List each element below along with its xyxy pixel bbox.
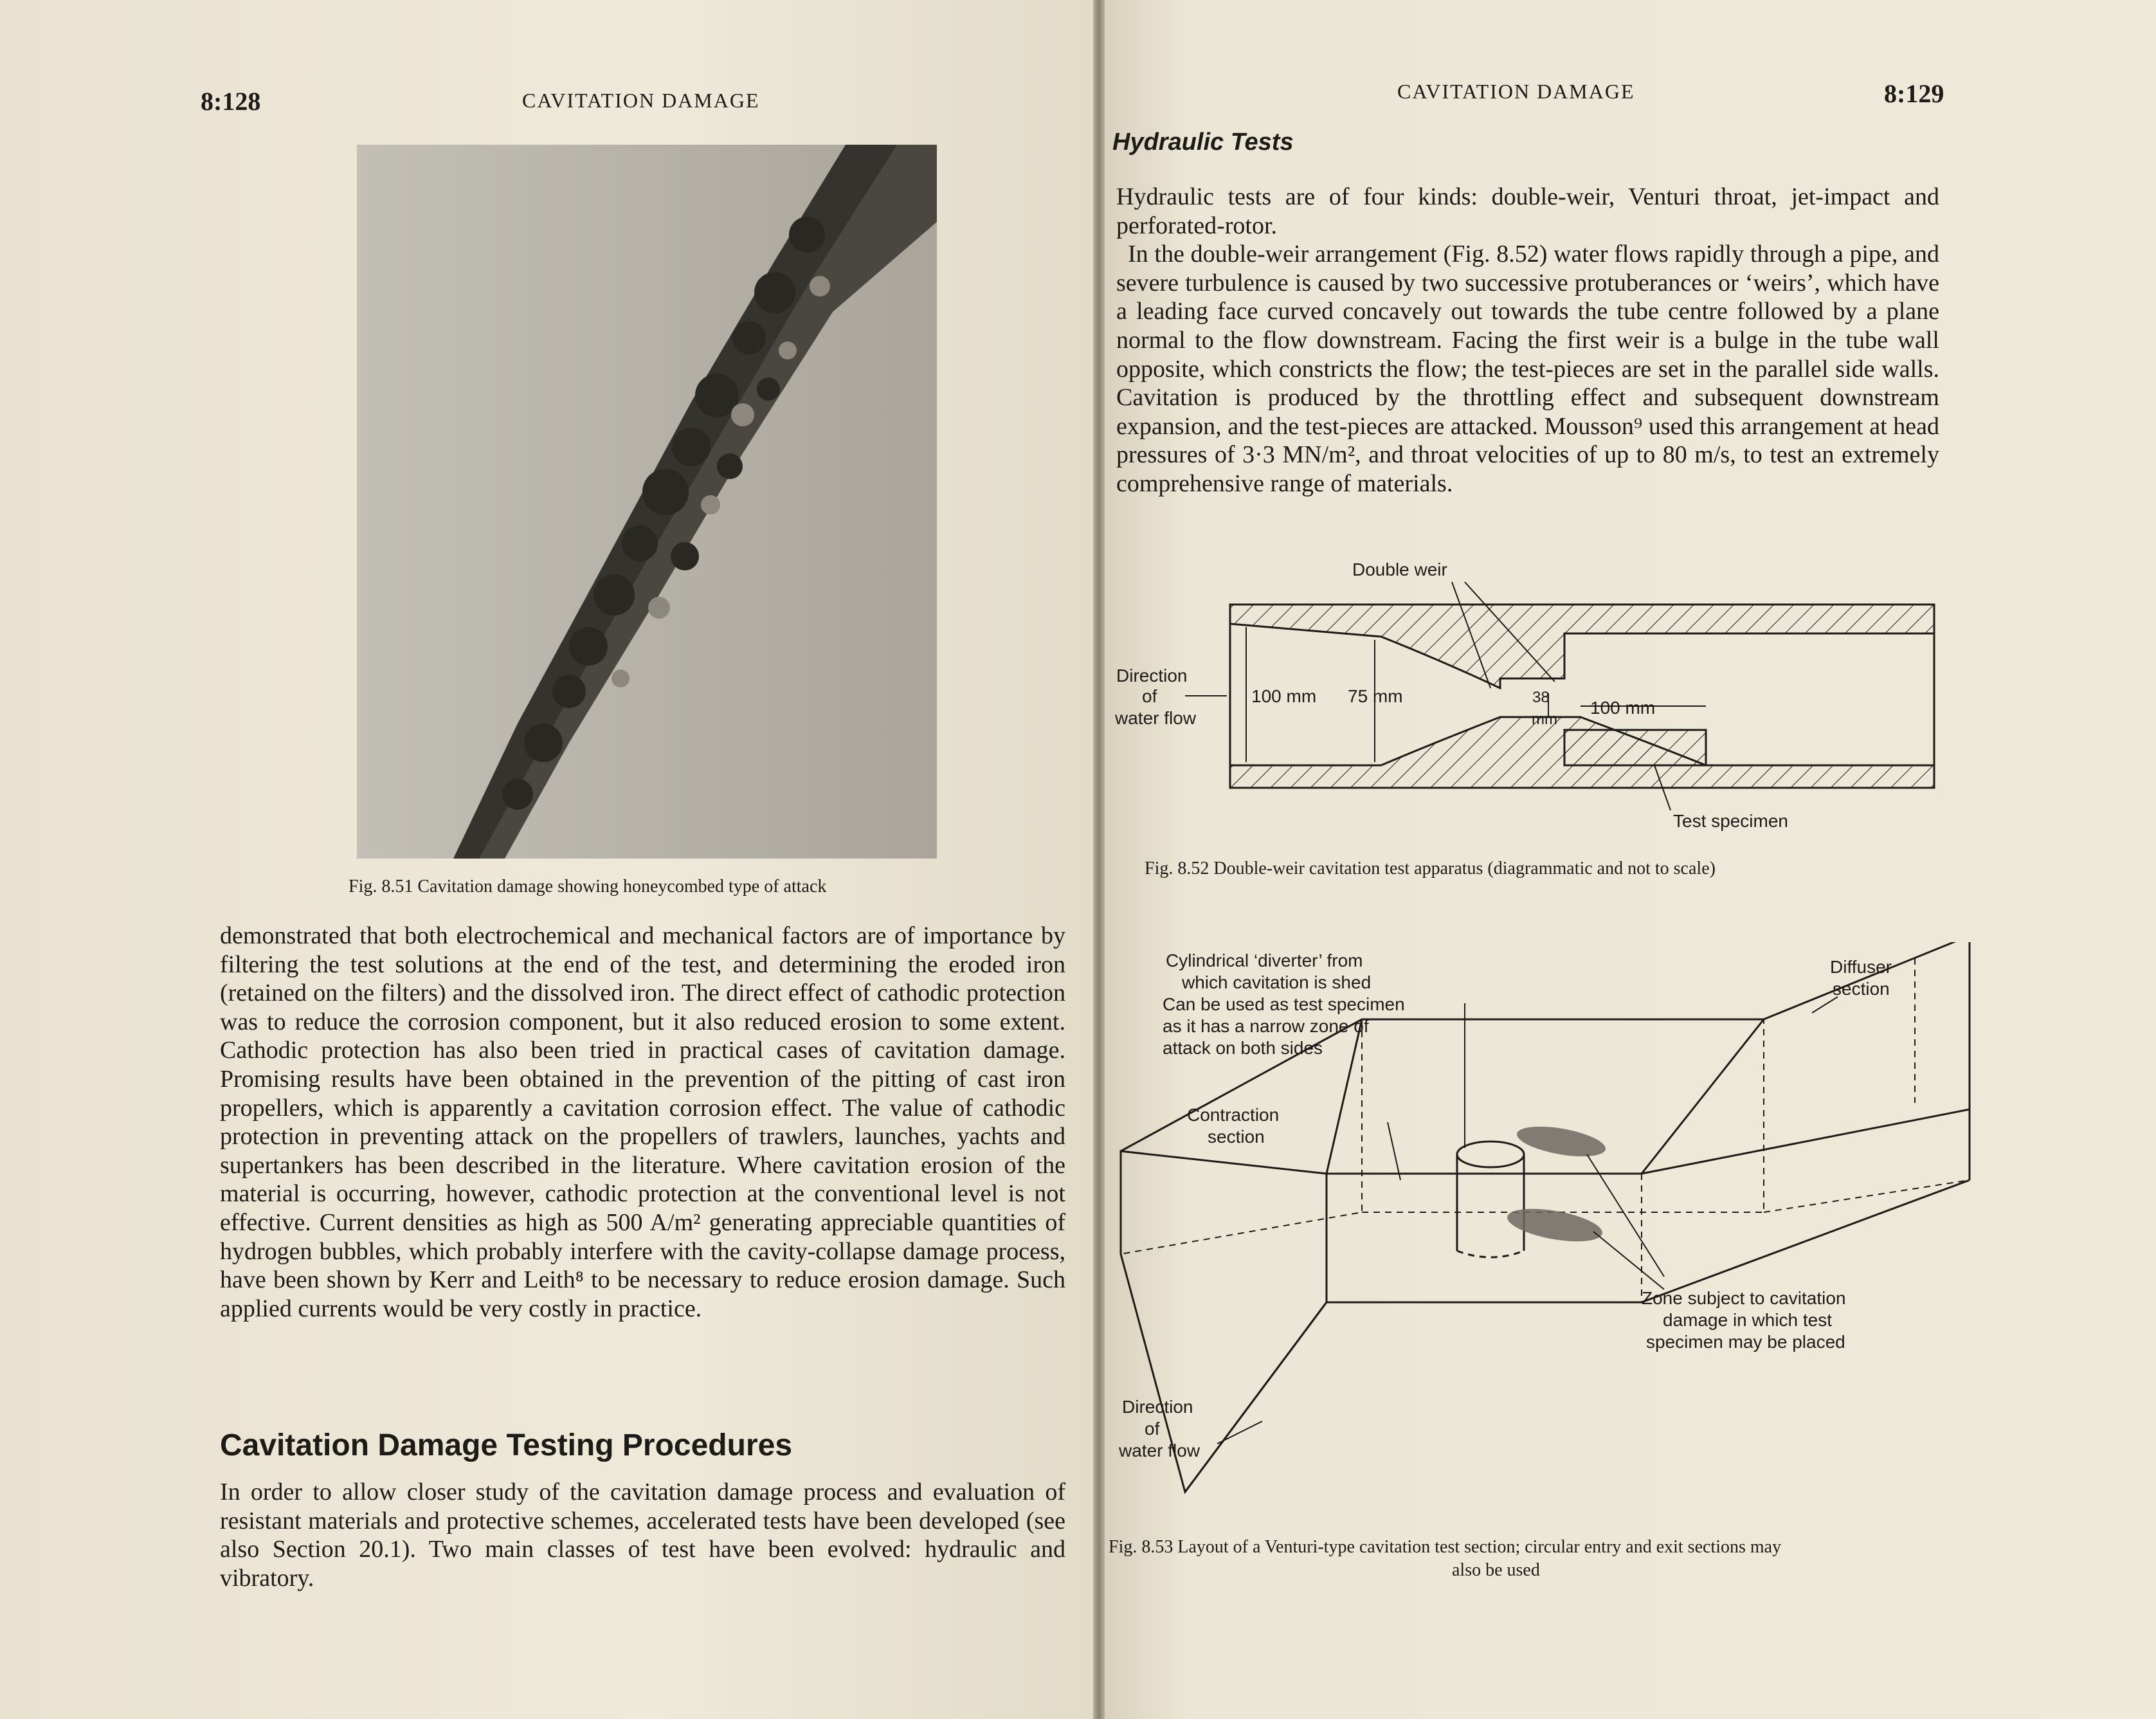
label-zone-1: Zone subject to cavitation xyxy=(1642,1288,1846,1308)
label-test-specimen: Test specimen xyxy=(1673,811,1788,831)
label-zone-2: damage in which test xyxy=(1663,1310,1833,1330)
dim-100mm: 100 mm xyxy=(1251,686,1317,706)
book-gutter xyxy=(1093,0,1105,1719)
section-heading-testing-procedures: Cavitation Damage Testing Procedures xyxy=(220,1428,793,1462)
fig-8-53-diagram xyxy=(1105,942,2156,1547)
right-running-head: CAVITATION DAMAGE xyxy=(1397,80,1635,103)
left-page-number: 8:128 xyxy=(201,87,261,116)
label-direction-53-1: Direction xyxy=(1122,1397,1193,1417)
label-water-flow: water flow xyxy=(1115,708,1197,728)
label-diffuser-1: Diffuser xyxy=(1830,957,1892,977)
fig-8-51-caption: Fig. 8.51 Cavitation damage showing honeycombed type of attack xyxy=(349,877,827,896)
dim-38: 38 xyxy=(1532,689,1550,706)
fig-8-53-caption-line-2: also be used xyxy=(1452,1560,1540,1580)
dim-75mm: 75 mm xyxy=(1348,686,1403,706)
label-contraction-1: Contraction xyxy=(1187,1105,1280,1125)
label-diffuser-2: section xyxy=(1833,979,1890,999)
dim-100mm-specimen: 100 mm xyxy=(1590,698,1656,718)
cavitation-zones xyxy=(1505,1121,1608,1248)
label-zone-3: specimen may be placed xyxy=(1646,1332,1845,1352)
label-diverter-3: Can be used as test specimen xyxy=(1163,994,1405,1014)
pipe-upper-wall xyxy=(1230,605,1934,688)
honeycomb-damage-image xyxy=(357,145,937,859)
left-paragraph-1 xyxy=(220,922,1065,1323)
label-direction-53-2: of xyxy=(1145,1419,1160,1439)
label-direction: Direction xyxy=(1116,666,1188,686)
right-page xyxy=(1105,0,2156,1719)
left-paragraph-1-text: demonstrated that both electrochemical and mechanical factors are of importance by filtering the test solutions at the end of the test, and determining the eroded iron (retained on the filters) and the dissolved iron. The direct effect of cathodic protection was to reduce the corrosion component, but it also reduced erosion to some extent. Cathodic protection has also been tried in practical cases of cavitation damage. Promising results have been obtained in the prevention of the pitting of cast iron propellers, which is apparently a cavitation corrosion effect. The value of cathodic protection in preventing attack on the propellers of trawlers, launches, yachts and supertankers has been described in the literature. Where cavitation erosion of the material is occurring, however, cathodic protection at the conventional level is not effective. Current densities as high as 500 A/m² generating appreciable quantities of hydrogen bubbles, which probably interfere with the cavity-collapse damage process, have been shown by Kerr and Leith⁸ to be necessary to reduce erosion damage. Such applied currents would be very costly in practice. xyxy=(220,922,1065,1322)
label-diverter-2: which cavitation is shed xyxy=(1182,972,1372,992)
right-paragraph-1: Hydraulic tests are of four kinds: double-weir, Venturi throat, jet-impact and perforated-rotor. xyxy=(1116,183,1939,239)
subheading-hydraulic-tests: Hydraulic Tests xyxy=(1112,129,1294,156)
left-paragraph-2 xyxy=(220,1478,1065,1592)
fig-8-53-caption-line-1: Fig. 8.53 Layout of a Venturi-type cavitation test section; circular entry and exit sections may xyxy=(1109,1537,1782,1557)
left-running-head: CAVITATION DAMAGE xyxy=(522,89,760,112)
dim-38-unit: mm xyxy=(1532,711,1557,728)
label-of: of xyxy=(1142,686,1157,706)
right-paragraph-2: In the double-weir arrangement (Fig. 8.52) water flows rapidly through a pipe, and severe turbulence is caused by two successive protuberances or ‘weirs’, which have a leading face curved concavely out towards the tube centre followed by a plane normal to the flow downstream. Facing the first weir is a bulge in the tube wall opposite, which constricts the flow; the test-pieces are set in the parallel side walls. Cavitation is produced by the throttling effect and subsequent downstream expansion, and the test-pieces are attacked. Mousson⁹ used this arrangement at head pressures of 3·3 MN/m², and throat velocities of up to 80 m/s, to test an extremely comprehensive range of materials. xyxy=(1116,241,1939,497)
cylindrical-diverter xyxy=(1457,1141,1524,1257)
right-body xyxy=(1116,183,1939,498)
label-diverter-1: Cylindrical ‘diverter’ from xyxy=(1166,950,1363,970)
label-diverter-4: as it has a narrow zone of xyxy=(1163,1016,1369,1036)
label-direction-53-3: water flow xyxy=(1119,1441,1200,1460)
label-double-weir: Double weir xyxy=(1352,559,1447,579)
fig-8-51-photograph xyxy=(357,145,937,859)
label-diverter-5: attack on both sides xyxy=(1163,1038,1323,1058)
left-paragraph-2-text: In order to allow closer study of the cavitation damage process and evaluation of resistant materials and protective schemes, accelerated tests have been developed (see also Section 20.1). Two main classes of test have been evolved: hydraulic and vibratory. xyxy=(220,1478,1065,1592)
test-specimen-block xyxy=(1564,730,1706,765)
label-contraction-2: section xyxy=(1208,1127,1265,1147)
right-page-number: 8:129 xyxy=(1884,79,1944,108)
fig-8-52-caption: Fig. 8.52 Double-weir cavitation test apparatus (diagrammatic and not to scale) xyxy=(1145,859,1716,878)
